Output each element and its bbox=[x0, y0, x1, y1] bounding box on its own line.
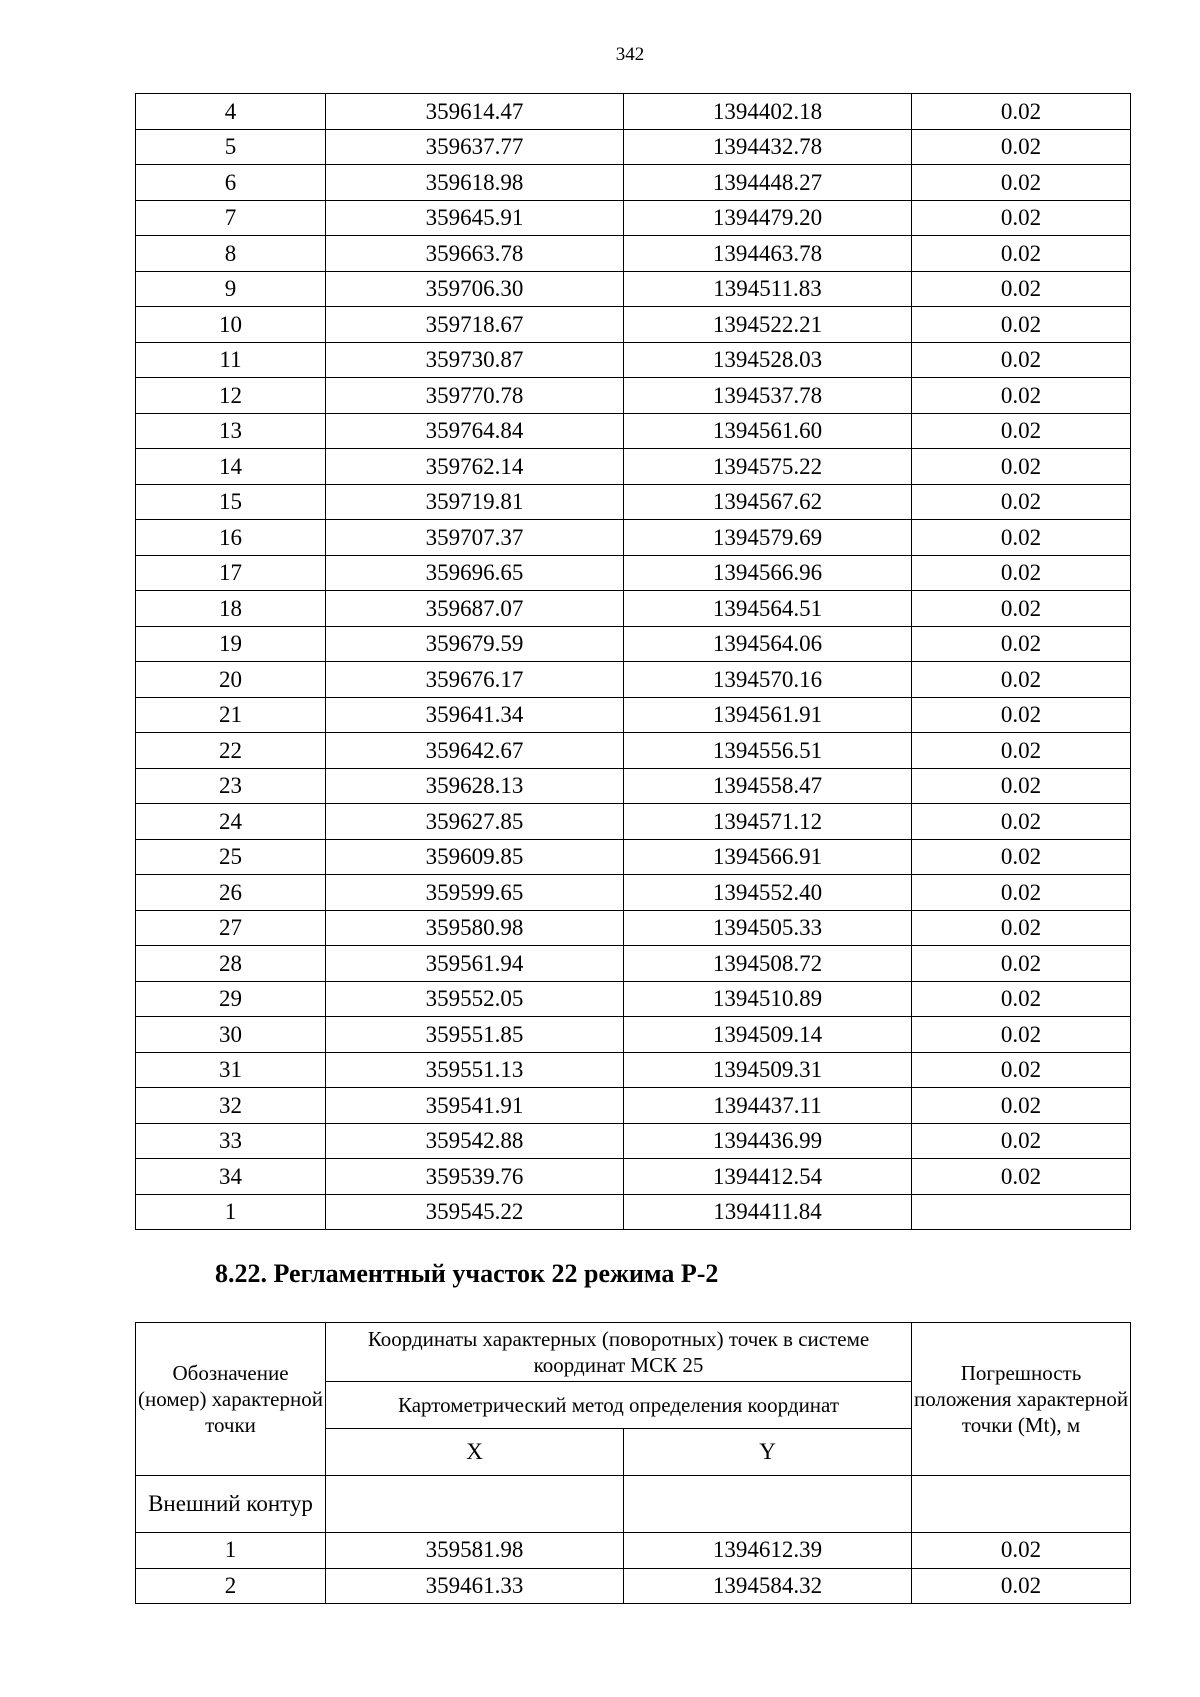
cell-x: 359645.91 bbox=[326, 200, 624, 236]
table-row bbox=[136, 733, 1131, 769]
cell-y: 1394448.27 bbox=[624, 165, 912, 201]
cell-y: 1394528.03 bbox=[624, 342, 912, 378]
cell-x: 359687.07 bbox=[326, 591, 624, 627]
cell-point-number: 18 bbox=[136, 591, 326, 627]
cell-x: 359641.34 bbox=[326, 697, 624, 733]
cell-error: 0.02 bbox=[912, 1088, 1131, 1124]
cell-point-number: 8 bbox=[136, 236, 326, 272]
cell-point-number: 6 bbox=[136, 165, 326, 201]
table-row bbox=[136, 94, 1131, 130]
cell-y: 1394566.96 bbox=[624, 555, 912, 591]
cell-y: 1394552.40 bbox=[624, 875, 912, 911]
table-row bbox=[136, 1123, 1131, 1159]
table-row bbox=[136, 946, 1131, 982]
cell-y: 1394505.33 bbox=[624, 910, 912, 946]
header-y: Y bbox=[624, 1429, 912, 1476]
cell-error: 0.02 bbox=[912, 165, 1131, 201]
coordinates-table-section-22 bbox=[135, 1322, 1131, 1604]
cell-y: 1394522.21 bbox=[624, 307, 912, 343]
cell-x: 359642.67 bbox=[326, 733, 624, 769]
table-row bbox=[136, 1194, 1131, 1230]
contour-row bbox=[136, 1476, 1131, 1533]
cell-point-number: 31 bbox=[136, 1052, 326, 1088]
cell-x: 359552.05 bbox=[326, 981, 624, 1017]
cell-point-number: 20 bbox=[136, 662, 326, 698]
cell-point-number: 14 bbox=[136, 449, 326, 485]
cell-point-number: 1 bbox=[136, 1194, 326, 1230]
table-row bbox=[136, 555, 1131, 591]
cell-y: 1394556.51 bbox=[624, 733, 912, 769]
cell-error: 0.02 bbox=[912, 271, 1131, 307]
cell-x: 359561.94 bbox=[326, 946, 624, 982]
cell-x: 359696.65 bbox=[326, 555, 624, 591]
cell-y: 1394566.91 bbox=[624, 839, 912, 875]
cell-error: 0.02 bbox=[912, 236, 1131, 272]
cell-x: 359618.98 bbox=[326, 165, 624, 201]
coordinates-table-continued bbox=[135, 93, 1131, 1230]
cell-x: 359718.67 bbox=[326, 307, 624, 343]
cell-point-number: 10 bbox=[136, 307, 326, 343]
section-heading: 8.22. Регламентный участок 22 режима Р-2 bbox=[215, 1259, 719, 1288]
cell-x: 359679.59 bbox=[326, 626, 624, 662]
header-x: X bbox=[326, 1429, 624, 1476]
cell-x: 359580.98 bbox=[326, 910, 624, 946]
cell-error: 0.02 bbox=[912, 94, 1131, 130]
cell-y: 1394579.69 bbox=[624, 520, 912, 556]
cell-x: 359599.65 bbox=[326, 875, 624, 911]
cell-error: 0.02 bbox=[912, 378, 1131, 414]
header-error: Погрешность положения характерной точки (Mt), м bbox=[912, 1323, 1131, 1476]
cell-x: 359461.33 bbox=[326, 1568, 624, 1604]
table-row bbox=[136, 236, 1131, 272]
cell-x: 359764.84 bbox=[326, 413, 624, 449]
cell-point-number: 27 bbox=[136, 910, 326, 946]
cell-error: 0.02 bbox=[912, 804, 1131, 840]
cell-y: 1394561.60 bbox=[624, 413, 912, 449]
cell-x: 359551.13 bbox=[326, 1052, 624, 1088]
table-row bbox=[136, 307, 1131, 343]
page-number: 342 bbox=[615, 44, 645, 65]
cell-y: 1394561.91 bbox=[624, 697, 912, 733]
table-row bbox=[136, 662, 1131, 698]
cell-error: 0.02 bbox=[912, 981, 1131, 1017]
cell-y: 1394511.83 bbox=[624, 271, 912, 307]
cell-error: 0.02 bbox=[912, 555, 1131, 591]
cell-x: 359707.37 bbox=[326, 520, 624, 556]
cell-point-number: 26 bbox=[136, 875, 326, 911]
coordinates-table-body bbox=[136, 94, 1131, 1230]
cell-point-number: 34 bbox=[136, 1159, 326, 1195]
table-row bbox=[136, 875, 1131, 911]
cell-y: 1394612.39 bbox=[624, 1533, 912, 1569]
table-row bbox=[136, 1568, 1131, 1604]
cell-x: 359730.87 bbox=[326, 342, 624, 378]
cell-error: 0.02 bbox=[912, 129, 1131, 165]
table-row bbox=[136, 1017, 1131, 1053]
cell-y: 1394402.18 bbox=[624, 94, 912, 130]
cell-y: 1394479.20 bbox=[624, 200, 912, 236]
cell-error: 0.02 bbox=[912, 413, 1131, 449]
cell-point-number: 29 bbox=[136, 981, 326, 1017]
cell-x: 359663.78 bbox=[326, 236, 624, 272]
cell-error: 0.02 bbox=[912, 1017, 1131, 1053]
cell-point-number: 12 bbox=[136, 378, 326, 414]
cell-y: 1394510.89 bbox=[624, 981, 912, 1017]
cell-error: 0.02 bbox=[912, 733, 1131, 769]
cell-y: 1394558.47 bbox=[624, 768, 912, 804]
cell-point-number: 30 bbox=[136, 1017, 326, 1053]
cell-x: 359628.13 bbox=[326, 768, 624, 804]
cell-point-number: 16 bbox=[136, 520, 326, 556]
cell-point-number: 9 bbox=[136, 271, 326, 307]
cell-x: 359676.17 bbox=[326, 662, 624, 698]
table-row bbox=[136, 981, 1131, 1017]
cell-y: 1394537.78 bbox=[624, 378, 912, 414]
cell-error: 0.02 bbox=[912, 342, 1131, 378]
table-row bbox=[136, 520, 1131, 556]
table-row bbox=[136, 839, 1131, 875]
contour-label: Внешний контур bbox=[136, 1476, 326, 1533]
cell-point-number: 24 bbox=[136, 804, 326, 840]
cell-point-number: 23 bbox=[136, 768, 326, 804]
cell-x: 359539.76 bbox=[326, 1159, 624, 1195]
table-row bbox=[136, 129, 1131, 165]
table-row bbox=[136, 200, 1131, 236]
table-row bbox=[136, 165, 1131, 201]
table-row bbox=[136, 697, 1131, 733]
cell-point-number: 17 bbox=[136, 555, 326, 591]
cell-error: 0.02 bbox=[912, 1568, 1131, 1604]
cell-error: 0.02 bbox=[912, 520, 1131, 556]
table-row bbox=[136, 626, 1131, 662]
table-row bbox=[136, 1533, 1131, 1569]
cell-y: 1394564.06 bbox=[624, 626, 912, 662]
cell-error: 0.02 bbox=[912, 768, 1131, 804]
table-row bbox=[136, 449, 1131, 485]
cell-error: 0.02 bbox=[912, 200, 1131, 236]
cell-error: 0.02 bbox=[912, 875, 1131, 911]
table-cell bbox=[624, 1476, 912, 1533]
cell-y: 1394432.78 bbox=[624, 129, 912, 165]
cell-x: 359581.98 bbox=[326, 1533, 624, 1569]
cell-point-number: 4 bbox=[136, 94, 326, 130]
cell-y: 1394463.78 bbox=[624, 236, 912, 272]
cell-y: 1394509.14 bbox=[624, 1017, 912, 1053]
table-row bbox=[136, 804, 1131, 840]
cell-x: 359706.30 bbox=[326, 271, 624, 307]
table-row bbox=[136, 910, 1131, 946]
table-row bbox=[136, 342, 1131, 378]
cell-x: 359637.77 bbox=[326, 129, 624, 165]
cell-error: 0.02 bbox=[912, 839, 1131, 875]
cell-point-number: 1 bbox=[136, 1533, 326, 1569]
cell-point-number: 11 bbox=[136, 342, 326, 378]
table-row bbox=[136, 1052, 1131, 1088]
cell-point-number: 5 bbox=[136, 129, 326, 165]
cell-y: 1394564.51 bbox=[624, 591, 912, 627]
cell-error: 0.02 bbox=[912, 484, 1131, 520]
cell-error: 0.02 bbox=[912, 1159, 1131, 1195]
cell-x: 359770.78 bbox=[326, 378, 624, 414]
cell-point-number: 33 bbox=[136, 1123, 326, 1159]
cell-y: 1394436.99 bbox=[624, 1123, 912, 1159]
table-cell bbox=[912, 1476, 1131, 1533]
table-row bbox=[136, 484, 1131, 520]
cell-y: 1394571.12 bbox=[624, 804, 912, 840]
cell-x: 359545.22 bbox=[326, 1194, 624, 1230]
cell-point-number: 32 bbox=[136, 1088, 326, 1124]
cell-error: 0.02 bbox=[912, 1533, 1131, 1569]
table-row bbox=[136, 271, 1131, 307]
cell-x: 359541.91 bbox=[326, 1088, 624, 1124]
header-coords-title: Координаты характерных (поворотных) точек в системе координат МСК 25 bbox=[326, 1323, 912, 1382]
header-method: Картометрический метод определения координат bbox=[326, 1382, 912, 1429]
table-row bbox=[136, 378, 1131, 414]
cell-x: 359614.47 bbox=[326, 94, 624, 130]
table-data-rows bbox=[136, 1533, 1131, 1604]
cell-error: 0.02 bbox=[912, 591, 1131, 627]
cell-point-number: 19 bbox=[136, 626, 326, 662]
cell-point-number: 13 bbox=[136, 413, 326, 449]
cell-y: 1394584.32 bbox=[624, 1568, 912, 1604]
cell-x: 359762.14 bbox=[326, 449, 624, 485]
cell-point-number: 21 bbox=[136, 697, 326, 733]
table-header bbox=[136, 1323, 1131, 1476]
cell-y: 1394567.62 bbox=[624, 484, 912, 520]
cell-x: 359542.88 bbox=[326, 1123, 624, 1159]
cell-error: 0.02 bbox=[912, 1123, 1131, 1159]
cell-error: 0.02 bbox=[912, 1052, 1131, 1088]
cell-error: 0.02 bbox=[912, 307, 1131, 343]
cell-point-number: 7 bbox=[136, 200, 326, 236]
cell-point-number: 2 bbox=[136, 1568, 326, 1604]
cell-point-number: 15 bbox=[136, 484, 326, 520]
cell-y: 1394437.11 bbox=[624, 1088, 912, 1124]
header-designation: Обозначение (номер) характерной точки bbox=[136, 1323, 326, 1476]
cell-point-number: 25 bbox=[136, 839, 326, 875]
table-body bbox=[136, 1476, 1131, 1533]
table-row bbox=[136, 1159, 1131, 1195]
cell-error bbox=[912, 1194, 1131, 1230]
cell-error: 0.02 bbox=[912, 449, 1131, 485]
cell-error: 0.02 bbox=[912, 946, 1131, 982]
table-row bbox=[136, 413, 1131, 449]
cell-error: 0.02 bbox=[912, 910, 1131, 946]
cell-error: 0.02 bbox=[912, 697, 1131, 733]
cell-y: 1394411.84 bbox=[624, 1194, 912, 1230]
cell-y: 1394575.22 bbox=[624, 449, 912, 485]
table-row bbox=[136, 1088, 1131, 1124]
cell-x: 359719.81 bbox=[326, 484, 624, 520]
cell-y: 1394509.31 bbox=[624, 1052, 912, 1088]
cell-x: 359609.85 bbox=[326, 839, 624, 875]
cell-x: 359627.85 bbox=[326, 804, 624, 840]
cell-error: 0.02 bbox=[912, 662, 1131, 698]
table-cell bbox=[326, 1476, 624, 1533]
cell-point-number: 28 bbox=[136, 946, 326, 982]
cell-point-number: 22 bbox=[136, 733, 326, 769]
table-row bbox=[136, 591, 1131, 627]
cell-x: 359551.85 bbox=[326, 1017, 624, 1053]
table-row bbox=[136, 768, 1131, 804]
cell-y: 1394508.72 bbox=[624, 946, 912, 982]
cell-error: 0.02 bbox=[912, 626, 1131, 662]
cell-y: 1394412.54 bbox=[624, 1159, 912, 1195]
cell-y: 1394570.16 bbox=[624, 662, 912, 698]
